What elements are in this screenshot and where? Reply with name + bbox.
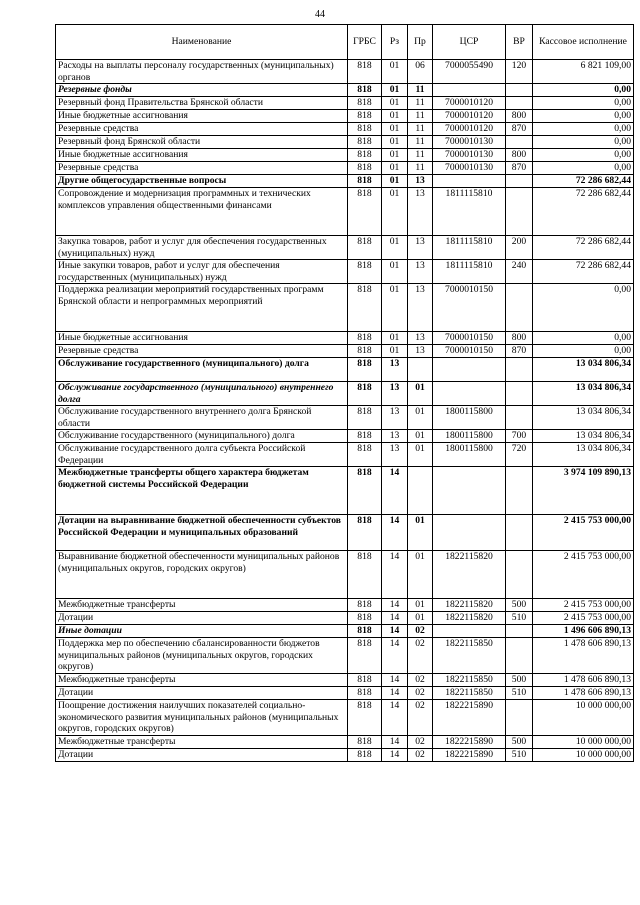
table-row — [56, 149, 634, 162]
table-row — [56, 612, 634, 625]
table-row — [56, 599, 634, 612]
row-vr — [506, 358, 533, 382]
row-amount: 13 034 806,34 — [533, 382, 634, 406]
row-pr: 01 — [408, 406, 433, 430]
table-row — [56, 236, 634, 260]
row-vr: 720 — [506, 443, 533, 467]
row-rz: 01 — [382, 188, 408, 236]
row-amount: 1 478 606 890,13 — [533, 638, 634, 674]
row-grbs: 818 — [348, 345, 382, 358]
row-csr: 7000010120 — [433, 110, 506, 123]
row-csr: 7000010150 — [433, 345, 506, 358]
row-pr: 13 — [408, 175, 433, 188]
row-pr: 13 — [408, 236, 433, 260]
header-amount: Кассовое исполнение — [533, 25, 634, 60]
row-name: Дотации на выравнивание бюджетной обеспеченности субъектов Российской Федерации и муниципальных образований — [56, 515, 348, 551]
row-csr: 7000010150 — [433, 332, 506, 345]
table-row — [56, 625, 634, 638]
row-vr: 800 — [506, 332, 533, 345]
table-row — [56, 60, 634, 84]
row-grbs: 818 — [348, 382, 382, 406]
row-csr — [433, 625, 506, 638]
row-csr: 1822115850 — [433, 674, 506, 687]
row-vr: 870 — [506, 123, 533, 136]
row-amount: 0,00 — [533, 162, 634, 175]
row-grbs: 818 — [348, 736, 382, 749]
row-csr: 1822115820 — [433, 551, 506, 599]
row-vr: 870 — [506, 162, 533, 175]
row-rz: 01 — [382, 236, 408, 260]
row-csr: 1822115850 — [433, 687, 506, 700]
row-rz: 14 — [382, 687, 408, 700]
row-vr — [506, 284, 533, 332]
row-amount: 2 415 753 000,00 — [533, 612, 634, 625]
row-amount: 2 415 753 000,00 — [533, 551, 634, 599]
row-csr — [433, 84, 506, 97]
table-row — [56, 136, 634, 149]
row-rz: 14 — [382, 638, 408, 674]
table-row — [56, 406, 634, 430]
row-vr: 510 — [506, 612, 533, 625]
row-csr — [433, 515, 506, 551]
row-amount: 10 000 000,00 — [533, 736, 634, 749]
row-pr: 01 — [408, 599, 433, 612]
row-grbs: 818 — [348, 149, 382, 162]
table-row — [56, 467, 634, 515]
row-amount: 72 286 682,44 — [533, 188, 634, 236]
row-rz: 14 — [382, 467, 408, 515]
row-pr: 13 — [408, 284, 433, 332]
table-row — [56, 332, 634, 345]
row-vr — [506, 638, 533, 674]
row-amount: 0,00 — [533, 110, 634, 123]
table-row — [56, 638, 634, 674]
row-grbs: 818 — [348, 406, 382, 430]
row-vr — [506, 136, 533, 149]
row-pr: 11 — [408, 162, 433, 175]
row-pr: 11 — [408, 110, 433, 123]
budget-table — [55, 24, 634, 762]
row-csr — [433, 467, 506, 515]
row-csr: 1800115800 — [433, 443, 506, 467]
row-csr: 7000010120 — [433, 123, 506, 136]
row-grbs: 818 — [348, 674, 382, 687]
row-pr: 11 — [408, 149, 433, 162]
page-number: 44 — [315, 9, 325, 20]
row-pr: 02 — [408, 687, 433, 700]
row-name: Иные бюджетные ассигнования — [56, 149, 348, 162]
table-row — [56, 345, 634, 358]
row-pr: 02 — [408, 638, 433, 674]
table-row — [56, 700, 634, 736]
row-vr: 500 — [506, 674, 533, 687]
row-grbs: 818 — [348, 84, 382, 97]
row-amount: 72 286 682,44 — [533, 260, 634, 284]
row-vr — [506, 515, 533, 551]
row-name: Резервные средства — [56, 345, 348, 358]
row-pr: 13 — [408, 260, 433, 284]
table-row — [56, 515, 634, 551]
row-name: Обслуживание государственного долга субъекта Российской Федерации — [56, 443, 348, 467]
table-row — [56, 430, 634, 443]
table-row — [56, 84, 634, 97]
row-pr: 11 — [408, 97, 433, 110]
row-pr: 13 — [408, 345, 433, 358]
row-amount: 0,00 — [533, 332, 634, 345]
row-vr — [506, 700, 533, 736]
row-name: Резервные средства — [56, 123, 348, 136]
row-vr: 510 — [506, 749, 533, 762]
row-vr: 700 — [506, 430, 533, 443]
row-rz: 01 — [382, 345, 408, 358]
row-vr: 120 — [506, 60, 533, 84]
row-vr — [506, 406, 533, 430]
table-row — [56, 687, 634, 700]
table-row — [56, 123, 634, 136]
row-rz: 13 — [382, 358, 408, 382]
table-body — [56, 60, 634, 762]
row-csr: 7000055490 — [433, 60, 506, 84]
row-rz: 01 — [382, 260, 408, 284]
row-grbs: 818 — [348, 443, 382, 467]
row-grbs: 818 — [348, 97, 382, 110]
row-grbs: 818 — [348, 188, 382, 236]
row-csr: 1822115850 — [433, 638, 506, 674]
row-amount: 0,00 — [533, 123, 634, 136]
row-amount: 0,00 — [533, 284, 634, 332]
row-csr: 1811115810 — [433, 236, 506, 260]
row-rz: 01 — [382, 60, 408, 84]
row-grbs: 818 — [348, 612, 382, 625]
row-grbs: 818 — [348, 123, 382, 136]
row-csr: 7000010130 — [433, 149, 506, 162]
row-grbs: 818 — [348, 60, 382, 84]
row-rz: 13 — [382, 443, 408, 467]
row-amount: 0,00 — [533, 84, 634, 97]
row-rz: 01 — [382, 149, 408, 162]
row-csr: 1822215890 — [433, 749, 506, 762]
row-rz: 01 — [382, 284, 408, 332]
table-row — [56, 674, 634, 687]
row-grbs: 818 — [348, 358, 382, 382]
row-name: Другие общегосударственные вопросы — [56, 175, 348, 188]
row-name: Поддержка реализации мероприятий государственных программ Брянской области и непрограммных мероприятий — [56, 284, 348, 332]
row-amount: 2 415 753 000,00 — [533, 515, 634, 551]
row-grbs: 818 — [348, 467, 382, 515]
row-pr: 11 — [408, 84, 433, 97]
row-name: Обслуживание государственного (муниципального) долга — [56, 358, 348, 382]
row-pr — [408, 467, 433, 515]
row-pr: 02 — [408, 749, 433, 762]
row-amount: 0,00 — [533, 136, 634, 149]
row-grbs: 818 — [348, 700, 382, 736]
row-vr — [506, 382, 533, 406]
row-rz: 14 — [382, 736, 408, 749]
header-csr: ЦСР — [433, 25, 506, 60]
row-grbs: 818 — [348, 749, 382, 762]
row-vr: 200 — [506, 236, 533, 260]
row-vr: 800 — [506, 110, 533, 123]
row-vr: 510 — [506, 687, 533, 700]
row-amount: 72 286 682,44 — [533, 175, 634, 188]
row-name: Обслуживание государственного (муниципального) внутреннего долга — [56, 382, 348, 406]
row-grbs: 818 — [348, 175, 382, 188]
table-row — [56, 260, 634, 284]
row-csr: 7000010130 — [433, 136, 506, 149]
table-row — [56, 358, 634, 382]
row-name: Дотации — [56, 749, 348, 762]
row-name: Иные дотации — [56, 625, 348, 638]
header-pr: Пр — [408, 25, 433, 60]
row-pr: 01 — [408, 551, 433, 599]
row-amount: 13 034 806,34 — [533, 443, 634, 467]
row-csr: 1800115800 — [433, 406, 506, 430]
row-grbs: 818 — [348, 162, 382, 175]
row-pr: 11 — [408, 136, 433, 149]
row-pr: 01 — [408, 515, 433, 551]
row-name: Иные закупки товаров, работ и услуг для обеспечения государственных (муниципальных) нужд — [56, 260, 348, 284]
table-row — [56, 97, 634, 110]
row-name: Обслуживание государственного (муниципального) долга — [56, 430, 348, 443]
row-amount: 0,00 — [533, 149, 634, 162]
row-name: Межбюджетные трансферты — [56, 674, 348, 687]
row-rz: 01 — [382, 84, 408, 97]
row-grbs: 818 — [348, 551, 382, 599]
row-pr: 13 — [408, 188, 433, 236]
row-amount: 2 415 753 000,00 — [533, 599, 634, 612]
row-rz: 14 — [382, 612, 408, 625]
row-grbs: 818 — [348, 284, 382, 332]
row-rz: 01 — [382, 175, 408, 188]
row-amount: 13 034 806,34 — [533, 358, 634, 382]
row-amount: 1 496 606 890,13 — [533, 625, 634, 638]
row-csr: 7000010150 — [433, 284, 506, 332]
row-vr: 240 — [506, 260, 533, 284]
row-rz: 01 — [382, 110, 408, 123]
table-row — [56, 736, 634, 749]
row-amount: 0,00 — [533, 97, 634, 110]
row-vr — [506, 551, 533, 599]
row-name: Обслуживание государственного внутреннего долга Брянской области — [56, 406, 348, 430]
row-grbs: 818 — [348, 236, 382, 260]
row-pr: 01 — [408, 382, 433, 406]
row-rz: 14 — [382, 515, 408, 551]
row-vr: 800 — [506, 149, 533, 162]
row-vr — [506, 84, 533, 97]
row-name: Сопровождение и модернизация программных и технических комплексов управления общественными финансами — [56, 188, 348, 236]
row-rz: 01 — [382, 162, 408, 175]
row-amount: 10 000 000,00 — [533, 749, 634, 762]
header-name: Наименование — [56, 25, 348, 60]
table-row — [56, 551, 634, 599]
row-rz: 13 — [382, 382, 408, 406]
row-name: Резервные средства — [56, 162, 348, 175]
header-vr: ВР — [506, 25, 533, 60]
row-grbs: 818 — [348, 430, 382, 443]
table-row — [56, 284, 634, 332]
row-vr: 500 — [506, 599, 533, 612]
row-rz: 01 — [382, 97, 408, 110]
row-pr: 01 — [408, 443, 433, 467]
row-csr: 1822115820 — [433, 612, 506, 625]
row-rz: 14 — [382, 551, 408, 599]
row-grbs: 818 — [348, 110, 382, 123]
row-csr: 1800115800 — [433, 430, 506, 443]
row-name: Поддержка мер по обеспечению сбалансированности бюджетов муниципальных районов (муниципальных округов, городских округов) — [56, 638, 348, 674]
row-name: Резервный фонд Брянской области — [56, 136, 348, 149]
row-vr — [506, 188, 533, 236]
row-csr — [433, 358, 506, 382]
row-amount: 3 974 109 890,13 — [533, 467, 634, 515]
row-grbs: 818 — [348, 332, 382, 345]
row-name: Поощрение достижения наилучших показателей социально-экономического развития муниципальных районов (муниципальных округов, городских округов) — [56, 700, 348, 736]
row-grbs: 818 — [348, 625, 382, 638]
row-name: Межбюджетные трансферты — [56, 736, 348, 749]
row-amount: 1 478 606 890,13 — [533, 687, 634, 700]
row-csr — [433, 382, 506, 406]
row-amount: 0,00 — [533, 345, 634, 358]
table-row — [56, 162, 634, 175]
row-rz: 13 — [382, 430, 408, 443]
row-pr: 02 — [408, 736, 433, 749]
row-name: Дотации — [56, 687, 348, 700]
row-grbs: 818 — [348, 136, 382, 149]
row-csr: 7000010120 — [433, 97, 506, 110]
row-pr: 01 — [408, 430, 433, 443]
row-grbs: 818 — [348, 260, 382, 284]
row-rz: 14 — [382, 599, 408, 612]
row-csr — [433, 175, 506, 188]
row-grbs: 818 — [348, 687, 382, 700]
row-rz: 01 — [382, 123, 408, 136]
row-name: Резервный фонд Правительства Брянской области — [56, 97, 348, 110]
table-row — [56, 175, 634, 188]
row-name: Межбюджетные трансферты общего характера бюджетам бюджетной системы Российской Федерации — [56, 467, 348, 515]
row-grbs: 818 — [348, 599, 382, 612]
row-pr: 01 — [408, 612, 433, 625]
row-rz: 14 — [382, 700, 408, 736]
row-rz: 01 — [382, 136, 408, 149]
row-vr: 500 — [506, 736, 533, 749]
row-amount: 72 286 682,44 — [533, 236, 634, 260]
row-csr: 1811115810 — [433, 260, 506, 284]
row-amount: 10 000 000,00 — [533, 700, 634, 736]
row-pr: 02 — [408, 674, 433, 687]
row-amount: 1 478 606 890,13 — [533, 674, 634, 687]
row-csr: 1822215890 — [433, 700, 506, 736]
row-name: Резервные фонды — [56, 84, 348, 97]
row-name: Иные бюджетные ассигнования — [56, 332, 348, 345]
row-rz: 14 — [382, 674, 408, 687]
row-csr: 1822215890 — [433, 736, 506, 749]
row-pr — [408, 358, 433, 382]
table-header-row — [56, 25, 634, 60]
table-row — [56, 749, 634, 762]
row-name: Выравнивание бюджетной обеспеченности муниципальных районов (муниципальных округов, городских округов) — [56, 551, 348, 599]
row-name: Закупка товаров, работ и услуг для обеспечения государственных (муниципальных) нужд — [56, 236, 348, 260]
table-row — [56, 188, 634, 236]
row-pr: 11 — [408, 123, 433, 136]
row-amount: 13 034 806,34 — [533, 406, 634, 430]
row-amount: 6 821 109,00 — [533, 60, 634, 84]
row-pr: 06 — [408, 60, 433, 84]
row-vr — [506, 467, 533, 515]
table-row — [56, 382, 634, 406]
row-amount: 13 034 806,34 — [533, 430, 634, 443]
row-name: Межбюджетные трансферты — [56, 599, 348, 612]
row-name: Дотации — [56, 612, 348, 625]
row-rz: 13 — [382, 406, 408, 430]
row-vr — [506, 175, 533, 188]
row-rz: 14 — [382, 625, 408, 638]
row-vr — [506, 97, 533, 110]
row-pr: 02 — [408, 700, 433, 736]
row-rz: 01 — [382, 332, 408, 345]
row-csr: 7000010130 — [433, 162, 506, 175]
row-grbs: 818 — [348, 638, 382, 674]
row-csr: 1811115810 — [433, 188, 506, 236]
row-vr: 870 — [506, 345, 533, 358]
row-csr: 1822115820 — [433, 599, 506, 612]
row-name: Расходы на выплаты персоналу государственных (муниципальных) органов — [56, 60, 348, 84]
table-row — [56, 443, 634, 467]
row-pr: 13 — [408, 332, 433, 345]
row-rz: 14 — [382, 749, 408, 762]
row-grbs: 818 — [348, 515, 382, 551]
header-rz: Рз — [382, 25, 408, 60]
row-pr: 02 — [408, 625, 433, 638]
table-row — [56, 110, 634, 123]
row-name: Иные бюджетные ассигнования — [56, 110, 348, 123]
row-vr — [506, 625, 533, 638]
header-grbs: ГРБС — [348, 25, 382, 60]
